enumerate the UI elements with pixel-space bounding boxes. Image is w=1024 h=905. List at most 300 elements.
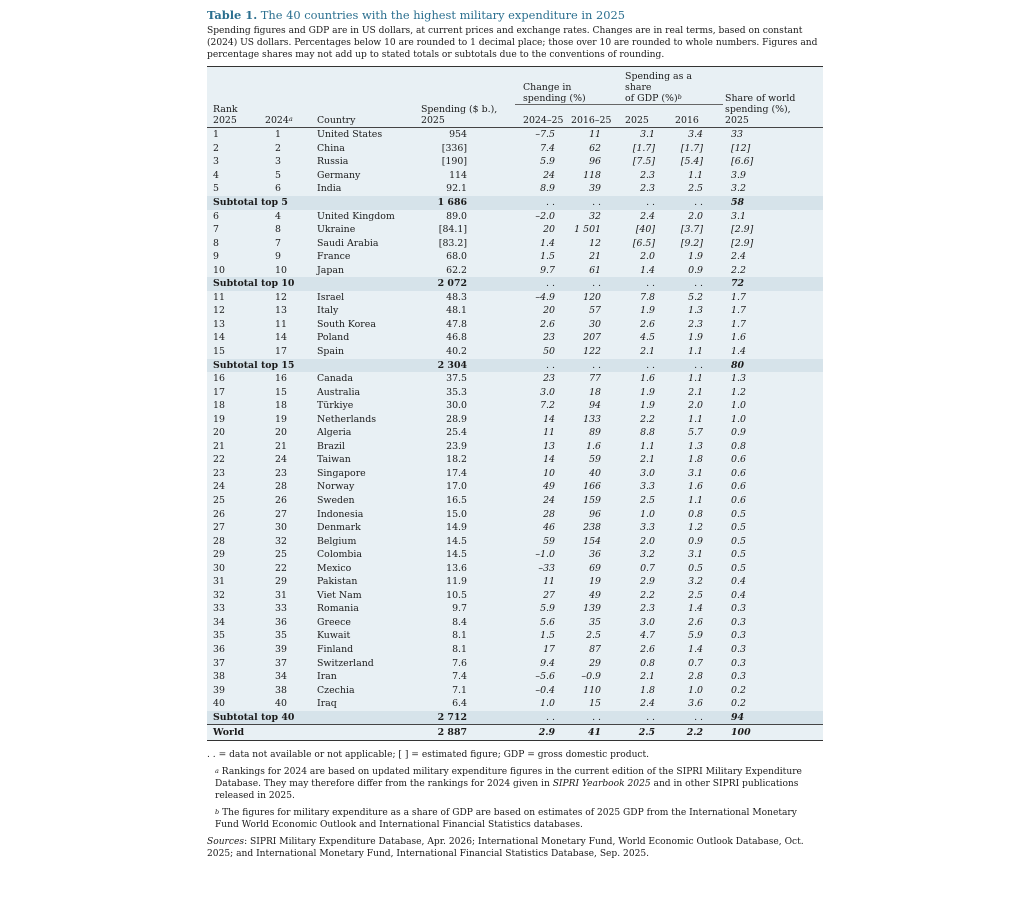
- gdp-share-2016: 5.2: [688, 291, 704, 303]
- gdp-share-2025: 1.9: [640, 305, 656, 317]
- table-row: [207, 426, 823, 440]
- change-2024-25: 50: [543, 345, 555, 357]
- country-name: Czechia: [317, 684, 355, 696]
- gdp-share-2025: 2.3: [640, 169, 656, 181]
- subtotal-gdp-2016: . .: [694, 196, 704, 208]
- document-page: [207, 8, 823, 866]
- country-name: Switzerland: [317, 657, 374, 669]
- rank-2025: 15: [213, 345, 225, 357]
- gdp-share-2016: 3.4: [688, 129, 704, 141]
- gdp-share-2025: 1.8: [640, 684, 656, 696]
- rank-2025: 11: [213, 291, 225, 303]
- gdp-share-2025: 2.1: [640, 454, 656, 466]
- world-row: [207, 725, 823, 741]
- gdp-share-2016: 1.1: [688, 169, 704, 181]
- subtotal-spend: 2 712: [437, 711, 467, 723]
- change-2016-25: 139: [583, 603, 602, 615]
- gdp-share-2025: 0.8: [640, 657, 656, 669]
- rank-2025: 21: [213, 440, 225, 452]
- rank-2024: 34: [275, 671, 287, 683]
- spending-value: 18.2: [446, 454, 467, 466]
- rank-2025: 1: [213, 129, 219, 141]
- gdp-share-2025: 2.4: [640, 698, 656, 710]
- spending-value: 30.0: [446, 400, 467, 412]
- country-name: Saudi Arabia: [317, 237, 379, 249]
- change-2016-25: 32: [589, 210, 602, 222]
- world-share: 1.6: [731, 332, 746, 344]
- spending-value: 40.2: [446, 345, 467, 357]
- table-row: [207, 304, 823, 318]
- gdp-share-2016: 3.2: [688, 576, 704, 588]
- gdp-share-2025: [40]: [635, 224, 656, 236]
- rank-2025: 26: [213, 508, 225, 520]
- gdp-share-2025: 3.3: [640, 481, 656, 493]
- world-share: 0.4: [731, 589, 746, 601]
- spending-value: 13.6: [446, 562, 467, 574]
- table-row: [207, 575, 823, 589]
- gdp-share-2025: 4.5: [640, 332, 656, 344]
- table-title-text: The 40 countries with the highest military expenditure in 2025: [260, 8, 625, 22]
- gdp-share-2025: 2.9: [640, 576, 656, 588]
- change-2016-25: 57: [589, 305, 602, 317]
- gdp-share-2016: 0.9: [688, 535, 704, 547]
- subtotal-label: Subtotal top 10: [213, 278, 295, 290]
- gdp-share-2016: 3.6: [688, 698, 704, 710]
- subtotal-world-share: 58: [731, 196, 745, 208]
- rank-2024: 4: [275, 210, 281, 222]
- change-2024-25: 1.5: [540, 630, 555, 642]
- country-name: Italy: [317, 305, 339, 317]
- change-2016-25: 159: [583, 494, 602, 506]
- change-2024-25: 59: [543, 535, 555, 547]
- change-2016-25: –0.9: [581, 671, 602, 683]
- rank-2024: 22: [275, 562, 287, 574]
- table-row: [207, 372, 823, 386]
- world-share: 0.5: [731, 508, 746, 520]
- rank-2025: 39: [213, 684, 225, 696]
- change-2016-25: 238: [583, 522, 602, 534]
- table-row: [207, 508, 823, 522]
- subtotal-world-share: 94: [731, 711, 745, 723]
- header-world-share: Share of world spending (%),: [725, 93, 796, 116]
- country-name: Iraq: [317, 698, 337, 710]
- header-spending-year: 2025: [413, 115, 515, 128]
- rank-2025: 2: [213, 142, 219, 154]
- gdp-share-2025: 2.2: [640, 413, 656, 425]
- spending-value: 8.4: [452, 616, 467, 628]
- table-title: [207, 8, 823, 22]
- country-name: France: [317, 251, 351, 263]
- world-share: 1.0: [731, 400, 746, 412]
- spending-value: 8.1: [452, 644, 467, 655]
- gdp-share-2016: 1.1: [688, 494, 704, 506]
- change-2024-25: 28: [543, 508, 555, 520]
- world-share: 0.8: [731, 440, 746, 452]
- notes-legend: . . = data not available or not applicable; [ ] = estimated figure; GDP = gross domestic product.: [207, 750, 650, 761]
- rank-2024: 24: [275, 454, 287, 466]
- table-row: [207, 223, 823, 237]
- country-name: Belgium: [317, 535, 357, 547]
- world-share: 0.6: [731, 481, 746, 493]
- change-2016-25: 40: [589, 467, 602, 479]
- gdp-share-2016: 5.7: [688, 427, 704, 439]
- world-share: 3.2: [731, 183, 746, 195]
- world-share: 0.3: [731, 671, 746, 683]
- spending-value: [83.2]: [438, 237, 467, 249]
- table-row: [207, 237, 823, 251]
- gdp-share-2025: 0.7: [640, 562, 656, 574]
- table-row: [207, 697, 823, 711]
- gdp-share-2016: 2.8: [688, 671, 704, 683]
- spending-value: [190]: [441, 156, 467, 168]
- change-2024-25: 7.4: [540, 142, 555, 154]
- gdp-share-2025: 2.1: [640, 345, 656, 357]
- rank-2024: 19: [275, 413, 287, 425]
- spending-value: 9.7: [452, 603, 467, 615]
- rank-2024: 6: [275, 183, 281, 195]
- gdp-share-2025: 2.1: [640, 671, 656, 683]
- table-row: [207, 169, 823, 183]
- gdp-share-2016: 1.6: [688, 481, 704, 493]
- world-share: 1.7: [731, 291, 746, 303]
- gdp-share-2016: 0.9: [688, 264, 704, 276]
- spending-value: 68.0: [446, 251, 467, 263]
- subtotal-gdp-2025: . .: [646, 359, 656, 371]
- rank-2025: 18: [213, 400, 225, 412]
- gdp-share-2025: [1.7]: [632, 142, 656, 154]
- country-name: India: [317, 183, 342, 195]
- subtotal-world-share: 80: [731, 359, 745, 371]
- spending-value: 48.1: [446, 305, 467, 317]
- world-share: 0.4: [731, 576, 746, 588]
- rank-2025: 22: [213, 454, 225, 466]
- world-share: [12]: [731, 142, 751, 154]
- spending-value: 48.3: [446, 291, 467, 303]
- world-share: 0.3: [731, 603, 746, 615]
- spending-value: 7.1: [452, 684, 467, 696]
- rank-2025: 12: [213, 305, 225, 317]
- gdp-share-2025: 8.8: [640, 427, 656, 439]
- rank-2024: 21: [275, 440, 287, 452]
- spending-value: 114: [449, 169, 467, 181]
- change-2016-25: 96: [589, 156, 602, 168]
- world-share: 1.7: [731, 318, 746, 330]
- spending-value: 35.3: [446, 386, 467, 398]
- table-row: [207, 657, 823, 671]
- change-2024-25: 5.6: [540, 616, 555, 628]
- table-row: [207, 128, 823, 142]
- spending-value: 47.8: [446, 318, 467, 330]
- country-name: Japan: [317, 264, 344, 276]
- world-share: 100: [723, 725, 823, 741]
- change-2016-25: 120: [583, 291, 602, 303]
- spending-value: 23.9: [446, 440, 467, 452]
- spending-value: 92.1: [446, 183, 467, 195]
- gdp-share-2016: 2.3: [688, 318, 704, 330]
- subtotal-spend: 1 686: [437, 196, 467, 208]
- header-rank: Rank: [213, 104, 238, 116]
- change-2016-25: 49: [589, 589, 602, 601]
- spending-value: 25.4: [446, 427, 467, 439]
- country-name: Australia: [317, 386, 361, 398]
- spending-value: 89.0: [446, 210, 467, 222]
- subtotal-label: Subtotal top 5: [213, 196, 288, 208]
- world-spend: 2 887: [413, 725, 515, 741]
- header-change-2016-25: 2016–25: [569, 115, 623, 128]
- subtotal-change-2024-25: . .: [546, 711, 555, 723]
- world-share: 3.1: [731, 210, 746, 222]
- table-row: [207, 562, 823, 576]
- gdp-share-2016: [3.7]: [680, 224, 704, 236]
- table-row: [207, 182, 823, 196]
- spending-value: 16.5: [446, 494, 467, 506]
- rank-2024: 12: [275, 291, 287, 303]
- change-2024-25: 46: [543, 522, 555, 534]
- change-2016-25: 11: [589, 129, 602, 141]
- change-2024-25: 20: [543, 305, 555, 317]
- country-name: Iran: [317, 671, 337, 683]
- spending-value: [336]: [441, 142, 467, 154]
- spending-value: 8.1: [452, 630, 467, 642]
- gdp-share-2016: [1.7]: [680, 142, 704, 154]
- country-name: Colombia: [317, 549, 362, 561]
- change-2024-25: 23: [543, 332, 555, 344]
- change-2024-25: 1.4: [540, 237, 555, 249]
- rank-2025: 28: [213, 535, 225, 547]
- header-change: Change in spending (%): [515, 67, 623, 105]
- table-row: [207, 264, 823, 278]
- world-share: 33: [731, 129, 743, 141]
- change-2016-25: 21: [589, 251, 602, 263]
- table-row: [207, 440, 823, 454]
- gdp-share-2025: 4.7: [640, 630, 656, 642]
- country-name: Denmark: [317, 522, 361, 534]
- gdp-share-2025: 3.0: [640, 467, 656, 479]
- spending-value: 11.9: [446, 576, 467, 588]
- table-row: [207, 521, 823, 535]
- change-2016-25: 61: [589, 264, 602, 276]
- rank-2024: 27: [275, 508, 287, 520]
- world-share: 0.2: [731, 698, 746, 710]
- table-number: Table 1.: [207, 8, 258, 22]
- rank-2024: 16: [275, 373, 287, 385]
- table-row: [207, 345, 823, 359]
- world-share: 0.9: [731, 427, 746, 439]
- world-share: 0.3: [731, 616, 746, 628]
- spending-value: 14.9: [446, 522, 467, 534]
- gdp-share-2025: 1.0: [640, 508, 656, 520]
- rank-2025: 40: [213, 698, 225, 710]
- table-row: [207, 480, 823, 494]
- world-share: 0.3: [731, 657, 746, 669]
- world-gdp-2016: 2.2: [669, 725, 723, 741]
- change-2016-25: 96: [589, 508, 602, 520]
- table-row: [207, 548, 823, 562]
- rank-2025: 20: [213, 427, 225, 439]
- change-2024-25: 9.4: [540, 657, 555, 669]
- header-country: Country: [315, 115, 413, 128]
- spending-value: 7.4: [452, 671, 467, 683]
- rank-2024: 33: [275, 603, 287, 615]
- spending-value: 17.4: [446, 467, 467, 479]
- gdp-share-2025: [6.5]: [632, 237, 656, 249]
- rank-2025: 7: [213, 224, 219, 236]
- world-share: 2.2: [731, 264, 746, 276]
- header-gdp-2016: 2016: [669, 115, 723, 128]
- country-name: Netherlands: [317, 413, 377, 425]
- change-2024-25: –33: [538, 562, 555, 574]
- change-2024-25: 5.9: [540, 156, 555, 168]
- gdp-share-2025: 3.1: [640, 129, 656, 141]
- subtotal-change-2016-25: . .: [592, 278, 602, 290]
- subtotal-row: [207, 359, 823, 373]
- rank-2024: 14: [275, 332, 287, 344]
- change-2016-25: 133: [583, 413, 602, 425]
- gdp-share-2016: [9.2]: [680, 237, 704, 249]
- country-name: Indonesia: [317, 508, 364, 520]
- subtotal-gdp-2016: . .: [694, 711, 704, 723]
- gdp-share-2025: 2.0: [640, 535, 656, 547]
- subtotal-label: Subtotal top 15: [213, 359, 295, 371]
- gdp-share-2025: [7.5]: [632, 156, 656, 168]
- change-2024-25: 14: [543, 413, 555, 425]
- table-row: [207, 453, 823, 467]
- rank-2024: 2: [275, 142, 281, 154]
- world-share: 1.0: [731, 413, 746, 425]
- rank-2025: 31: [213, 576, 225, 588]
- rank-2025: 13: [213, 318, 225, 330]
- country-name: Spain: [317, 345, 345, 357]
- rank-2025: 36: [213, 644, 225, 655]
- subtotal-spend: 2 304: [437, 359, 467, 371]
- country-name: Poland: [317, 332, 350, 344]
- rank-2025: 9: [213, 251, 219, 263]
- gdp-share-2016: 2.0: [688, 400, 704, 412]
- world-share: 0.3: [731, 644, 746, 655]
- country-name: South Korea: [317, 318, 376, 330]
- country-name: Singapore: [317, 467, 366, 479]
- gdp-share-2016: 1.0: [688, 684, 704, 696]
- change-2024-25: 20: [543, 224, 555, 236]
- world-share: 1.3: [731, 373, 746, 385]
- change-2016-25: 69: [589, 562, 602, 574]
- world-share: [2.9]: [731, 224, 754, 236]
- gdp-share-2025: 1.9: [640, 386, 656, 398]
- change-2016-25: 19: [589, 576, 602, 588]
- change-2024-25: 10: [543, 467, 555, 479]
- change-2016-25: 110: [583, 684, 602, 696]
- change-2016-25: 1 501: [574, 224, 602, 236]
- table-row: [207, 318, 823, 332]
- world-share: 0.6: [731, 467, 746, 479]
- spending-value: 46.8: [446, 332, 467, 344]
- table-row: [207, 684, 823, 698]
- gdp-share-2025: 2.2: [640, 589, 656, 601]
- change-2016-25: 36: [589, 549, 602, 561]
- world-share: 0.5: [731, 522, 746, 534]
- country-name: Viet Nam: [317, 589, 362, 601]
- rank-2024: 35: [275, 630, 287, 642]
- country-name: United Kingdom: [317, 210, 395, 222]
- table-row: [207, 629, 823, 643]
- spending-value: 6.4: [452, 698, 467, 710]
- rank-2024: 32: [275, 535, 287, 547]
- change-2016-25: 89: [589, 427, 602, 439]
- note-a: $^a$ Rankings for 2024 are based on updated military expenditure figures in the current edition of the SIPRI Military Expenditure Database. They may therefore differ from the rankings for 2024 given in SIPRI Yearbook 2025 and in other SIPRI publications released in 2025.: [215, 767, 802, 801]
- rank-2025: 4: [213, 169, 219, 181]
- header-spending: Spending ($ b.),: [421, 104, 498, 116]
- rank-2024: 39: [275, 644, 287, 655]
- gdp-share-2025: 1.6: [640, 373, 656, 385]
- table-row: [207, 494, 823, 508]
- change-2016-25: 30: [589, 318, 602, 330]
- rank-2025: 38: [213, 671, 225, 683]
- rank-2024: 3: [275, 156, 281, 168]
- country-name: Mexico: [317, 562, 352, 574]
- rank-2025: 37: [213, 657, 225, 669]
- spending-value: 37.5: [446, 373, 467, 385]
- country-name: Greece: [317, 616, 351, 628]
- country-name: Taiwan: [317, 454, 351, 466]
- rank-2024: 31: [275, 589, 287, 601]
- header-change-2024-25: 2024–25: [515, 115, 569, 128]
- table-row: [207, 399, 823, 413]
- change-2024-25: 8.9: [540, 183, 555, 195]
- country-name: Israel: [317, 291, 345, 303]
- country-name: Norway: [317, 481, 355, 493]
- header-gdp-2025: 2025: [623, 115, 669, 128]
- gdp-share-2016: 2.5: [688, 589, 704, 601]
- spending-value: 14.5: [446, 535, 467, 547]
- change-2024-25: 5.9: [540, 603, 555, 615]
- gdp-share-2016: 1.4: [688, 603, 704, 615]
- rank-2024: 28: [275, 481, 287, 493]
- gdp-share-2025: 2.5: [640, 494, 656, 506]
- change-2016-25: 94: [589, 400, 602, 412]
- table-row: [207, 291, 823, 305]
- change-2016-25: 29: [589, 657, 602, 669]
- world-share: 0.6: [731, 494, 746, 506]
- rank-2024: 26: [275, 494, 287, 506]
- gdp-share-2016: 2.1: [688, 386, 704, 398]
- country-name: Finland: [317, 644, 354, 655]
- change-2024-25: 24: [543, 169, 555, 181]
- change-2016-25: 154: [583, 535, 602, 547]
- rank-2024: 23: [275, 467, 287, 479]
- rank-2024: 40: [275, 698, 287, 710]
- change-2016-25: 39: [589, 183, 602, 195]
- gdp-share-2025: 2.3: [640, 183, 656, 195]
- gdp-share-2016: 1.9: [688, 332, 704, 344]
- gdp-share-2025: 2.0: [640, 251, 656, 263]
- gdp-share-2025: 2.3: [640, 603, 656, 615]
- subtotal-world-share: 72: [731, 278, 745, 290]
- change-2016-25: 62: [589, 142, 602, 154]
- table-row: [207, 467, 823, 481]
- country-name: Canada: [317, 373, 353, 385]
- country-name: Russia: [317, 156, 349, 168]
- table-notes: [207, 750, 823, 860]
- rank-2025: 32: [213, 589, 225, 601]
- change-2024-25: –2.0: [535, 210, 555, 222]
- country-name: United States: [317, 129, 383, 141]
- spending-value: 15.0: [446, 508, 467, 520]
- change-2024-25: 14: [543, 454, 555, 466]
- world-share: [6.6]: [731, 156, 754, 168]
- change-2016-25: 77: [589, 373, 602, 385]
- country-name: Kuwait: [317, 630, 351, 642]
- rank-2024: 30: [275, 522, 287, 534]
